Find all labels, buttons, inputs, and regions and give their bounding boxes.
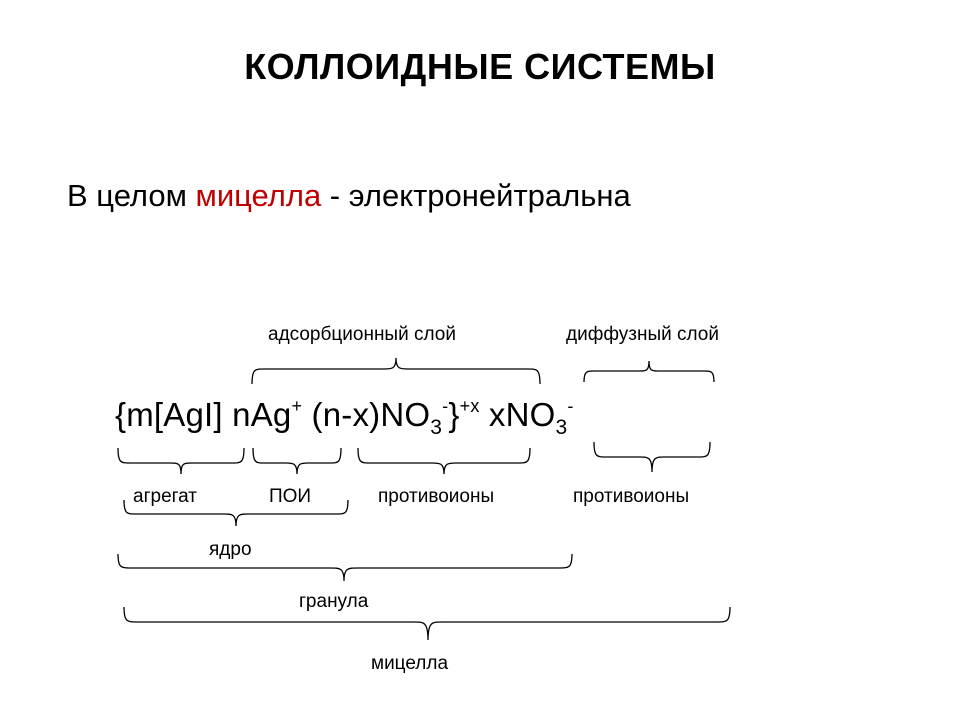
formula-charge-no3: - [442,396,449,416]
brace-granule [118,554,572,581]
label-counterions-outer: противоионы [573,486,690,507]
label-granule: гранула [299,591,369,612]
formula-open: {m[AgI] nAg [115,396,292,433]
subtitle-prefix: В целом [67,178,196,213]
formula-middle: (n-x)NO [302,396,431,433]
formula-tail: xNO [479,396,556,433]
brace-core [124,500,348,526]
formula-charge-granule: +x [459,396,480,416]
subtitle-suffix: - электронейтральна [321,178,631,213]
formula-sub-3b: 3 [555,416,568,439]
brace-diffuse-layer [584,361,714,382]
brace-counterions-inner [358,448,530,474]
slide-title: КОЛЛОИДНЫЕ СИСТЕМЫ [244,46,716,87]
label-micelle: мицелла [371,653,449,674]
label-aggregate: агрегат [133,486,197,507]
brace-poi [253,448,341,474]
formula-charge-ag: + [291,396,303,416]
label-adsorption-layer: адсорбционный слой [268,324,456,345]
brace-adsorption-layer [252,358,540,384]
brace-aggregate [118,448,244,474]
formula-sub-3a: 3 [430,416,443,439]
label-core: ядро [209,539,252,560]
label-diffuse-layer: диффузный слой [566,324,719,345]
formula-charge-tail: - [567,396,574,416]
label-counterions-inner: противоионы [378,486,495,507]
label-poi: ПОИ [269,486,312,507]
formula-close-brace: } [448,396,460,433]
brace-counterions-outer [594,442,710,472]
brace-micelle [124,607,730,640]
subtitle-highlight-micelle: мицелла [195,178,322,213]
